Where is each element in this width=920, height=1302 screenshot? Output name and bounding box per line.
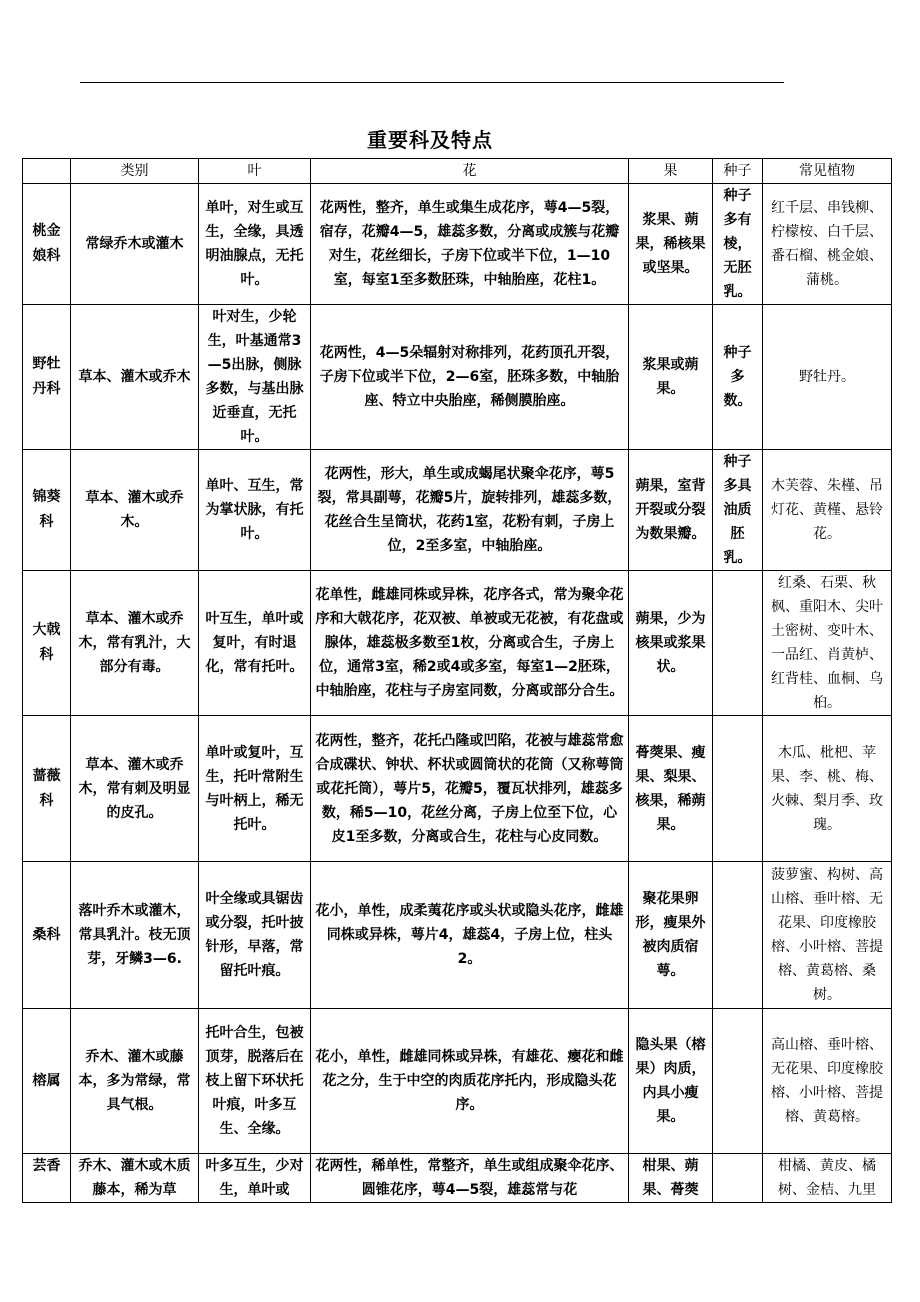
leaf-cell: 单叶、互生，常为掌状脉，有托叶。 xyxy=(199,450,311,571)
table-row xyxy=(23,716,892,862)
seed-cell: 种子多有棱，无胚乳。 xyxy=(713,184,763,305)
table-row xyxy=(23,1009,892,1154)
family-name: 大戟科 xyxy=(23,571,71,716)
table-header-row xyxy=(23,159,892,184)
plants-cell: 红千层、串钱柳、柠檬桉、白千层、番石榴、桃金娘、蒲桃。 xyxy=(763,184,892,305)
header-category: 类别 xyxy=(71,159,199,184)
plants-cell: 菠萝蜜、构树、高山榕、垂叶榕、无花果、印度橡胶榕、小叶榕、菩提榕、黄葛榕、桑树。 xyxy=(763,862,892,1009)
fruit-cell: 浆果或蒴果。 xyxy=(629,305,713,450)
leaf-cell: 叶互生，单叶或复叶，有时退化，常有托叶。 xyxy=(199,571,311,716)
header-plants: 常见植物 xyxy=(763,159,892,184)
flower-cell: 花两性，4—5朵辐射对称排列，花药顶孔开裂，子房下位或半下位，2—6室，胚珠多数，中轴胎座、特立中央胎座，稀侧膜胎座。 xyxy=(311,305,629,450)
seed-cell xyxy=(713,1154,763,1203)
fruit-cell: 隐头果（榕果）肉质，内具小瘦果。 xyxy=(629,1009,713,1154)
family-name: 蔷薇科 xyxy=(23,716,71,862)
family-name: 芸香 xyxy=(23,1154,71,1203)
fruit-cell: 浆果、蒴果，稀核果或坚果。 xyxy=(629,184,713,305)
table-row xyxy=(23,571,892,716)
leaf-cell: 单叶，对生或互生，全缘，具透明油腺点，无托叶。 xyxy=(199,184,311,305)
header-blank xyxy=(23,159,71,184)
table-row xyxy=(23,450,892,571)
category-cell: 草本、灌木或乔木 xyxy=(71,305,199,450)
family-name: 榕属 xyxy=(23,1009,71,1154)
seed-cell xyxy=(713,571,763,716)
header-fruit: 果 xyxy=(629,159,713,184)
category-cell: 草本、灌木或乔木。 xyxy=(71,450,199,571)
leaf-cell: 叶全缘或具锯齿或分裂，托叶披针形，早落，常留托叶痕。 xyxy=(199,862,311,1009)
flower-cell: 花单性，雌雄同株或异株，花序各式，常为聚伞花序和大戟花序，花双被、单被或无花被，有花盘或腺体，雄蕊极多数至1枚，分离或合生，子房上位，通常3室，稀2或4或多室，每室1—2胚珠，中轴胎座，花柱与子房室同数，分离或部分合生。 xyxy=(311,571,629,716)
flower-cell: 花小，单性，雌雄同株或异株，有雄花、瘿花和雌花之分，生于中空的肉质花序托内，形成隐头花序。 xyxy=(311,1009,629,1154)
header-seed: 种子 xyxy=(713,159,763,184)
family-name: 桑科 xyxy=(23,862,71,1009)
seed-cell: 种子多具油质胚乳。 xyxy=(713,450,763,571)
seed-cell xyxy=(713,862,763,1009)
flower-cell: 花两性，整齐，花托凸隆或凹陷，花被与雄蕊常愈合成碟状、钟状、杯状或圆筒状的花筒（又称萼筒或花托筒），萼片5，花瓣5，覆瓦状排列，雄蕊多数，稀5—10，花丝分离，子房上位至下位，心皮1至多数，分离或合生，花柱与心皮同数。 xyxy=(311,716,629,862)
header-flower: 花 xyxy=(311,159,629,184)
flower-cell: 花两性，稀单性，常整齐，单生或组成聚伞花序、圆锥花序，萼4—5裂，雄蕊常与花 xyxy=(311,1154,629,1203)
fruit-cell: 蒴果，少为核果或浆果状。 xyxy=(629,571,713,716)
family-name: 野牡丹科 xyxy=(23,305,71,450)
category-cell: 落叶乔木或灌木，常具乳汁。枝无顶芽，牙鳞3—6. xyxy=(71,862,199,1009)
family-name: 桃金娘科 xyxy=(23,184,71,305)
category-cell: 草本、灌木或乔木，常有刺及明显的皮孔。 xyxy=(71,716,199,862)
header-rule xyxy=(80,82,784,83)
leaf-cell: 托叶合生，包被顶芽，脱落后在枝上留下环状托叶痕，叶多互生、全缘。 xyxy=(199,1009,311,1154)
category-cell: 草本、灌木或乔木，常有乳汁，大部分有毒。 xyxy=(71,571,199,716)
families-table xyxy=(22,158,892,1203)
family-name: 锦葵科 xyxy=(23,450,71,571)
plants-cell: 木瓜、枇杷、苹果、李、桃、梅、火棘、梨月季、玫瑰。 xyxy=(763,716,892,862)
fruit-cell: 蒴果，室背开裂或分裂为数果瓣。 xyxy=(629,450,713,571)
fruit-cell: 聚花果卵形，瘦果外被肉质宿萼。 xyxy=(629,862,713,1009)
category-cell: 乔木、灌木或藤本，多为常绿，常具气根。 xyxy=(71,1009,199,1154)
table-row xyxy=(23,184,892,305)
page-title: 重要科及特点 xyxy=(367,128,493,152)
leaf-cell: 单叶或复叶，互生，托叶常附生与叶柄上，稀无托叶。 xyxy=(199,716,311,862)
plants-cell: 野牡丹。 xyxy=(763,305,892,450)
plants-cell: 木芙蓉、朱槿、吊灯花、黄槿、悬铃花。 xyxy=(763,450,892,571)
flower-cell: 花两性，整齐，单生或集生成花序，萼4—5裂，宿存，花瓣4—5，雄蕊多数，分离或成簇与花瓣对生，花丝细长，子房下位或半下位，1—10室，每室1至多数胚珠，中轴胎座，花柱1。 xyxy=(311,184,629,305)
fruit-cell: 柑果、蒴果、蓇葖 xyxy=(629,1154,713,1203)
flower-cell: 花小，单性，成柔荑花序或头状或隐头花序，雌雄同株或异株，萼片4，雄蕊4，子房上位，柱头2。 xyxy=(311,862,629,1009)
plants-cell: 红桑、石栗、秋枫、重阳木、尖叶土密树、变叶木、一品红、肖黄栌、红背桂、血桐、乌桕。 xyxy=(763,571,892,716)
leaf-cell: 叶多互生，少对生，单叶或 xyxy=(199,1154,311,1203)
category-cell: 乔木、灌木或木质藤本，稀为草 xyxy=(71,1154,199,1203)
leaf-cell: 叶对生，少轮生，叶基通常3—5出脉，侧脉多数，与基出脉近垂直，无托叶。 xyxy=(199,305,311,450)
flower-cell: 花两性，形大，单生或成蝎尾状聚伞花序，萼5裂，常具副萼，花瓣5片，旋转排列，雄蕊多数，花丝合生呈筒状，花药1室，花粉有刺，子房上位，2至多室，中轴胎座。 xyxy=(311,450,629,571)
table-row xyxy=(23,1154,892,1203)
fruit-cell: 蓇葖果、瘦果、梨果、核果，稀蒴果。 xyxy=(629,716,713,862)
seed-cell xyxy=(713,1009,763,1154)
category-cell: 常绿乔木或灌木 xyxy=(71,184,199,305)
table-row xyxy=(23,862,892,1009)
header-leaf: 叶 xyxy=(199,159,311,184)
seed-cell: 种子多数。 xyxy=(713,305,763,450)
seed-cell xyxy=(713,716,763,862)
plants-cell: 柑橘、黄皮、橘树、金桔、九里 xyxy=(763,1154,892,1203)
table-row xyxy=(23,305,892,450)
plants-cell: 高山榕、垂叶榕、无花果、印度橡胶榕、小叶榕、菩提榕、黄葛榕。 xyxy=(763,1009,892,1154)
